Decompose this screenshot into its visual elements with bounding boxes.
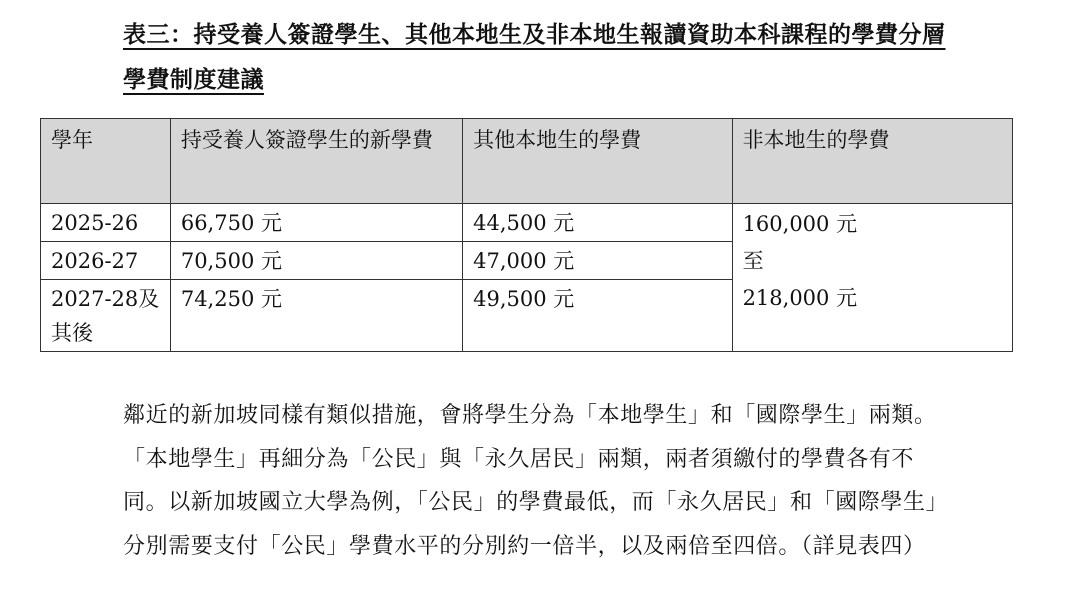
cell-new-fee: 70,500 元 [170, 242, 462, 280]
cell-non-local-fee-range [732, 204, 1012, 352]
cell-local-fee: 49,500 元 [463, 280, 732, 352]
cell-new-fee: 74,250 元 [170, 280, 462, 352]
cell-local-fee: 44,500 元 [463, 204, 732, 242]
non-local-fee-from: 160,000 元 [742, 212, 858, 236]
header-year: 學年 [41, 119, 171, 204]
header-non-local-fee: 非本地生的學費 [732, 119, 1012, 204]
cell-local-fee: 47,000 元 [463, 242, 732, 280]
cell-new-fee: 66,750 元 [170, 204, 462, 242]
table-title: 表三：持受養人簽證學生、其他本地生及非本地生報讀資助本科課程的學費分層學費制度建議 [123, 21, 946, 93]
header-dependant-visa-fee: 持受養人簽證學生的新學費 [170, 119, 462, 204]
cell-year: 2025-26 [41, 204, 171, 242]
cell-year: 2026-27 [41, 242, 171, 280]
cell-year: 2027-28及其後 [41, 280, 171, 352]
table-row [41, 204, 1013, 242]
body-paragraph: 鄰近的新加坡同樣有類似措施，會將學生分為「本地學生」和「國際學生」兩類。「本地學生」再細分為「公民」與「永久居民」兩類，兩者須繳付的學費各有不同。以新加坡國立大學為例，「公民」的學費最低，而「永久居民」和「國際學生」分別需要支付「公民」學費水平的分別約一倍半，以及兩倍至四倍。（詳見表四） [123, 403, 938, 559]
table-header-row [41, 119, 1013, 204]
fee-table [40, 118, 1013, 352]
non-local-fee-connector: 至 [742, 249, 764, 273]
non-local-fee-to: 218,000 元 [742, 286, 858, 310]
header-local-fee: 其他本地生的學費 [463, 119, 732, 204]
